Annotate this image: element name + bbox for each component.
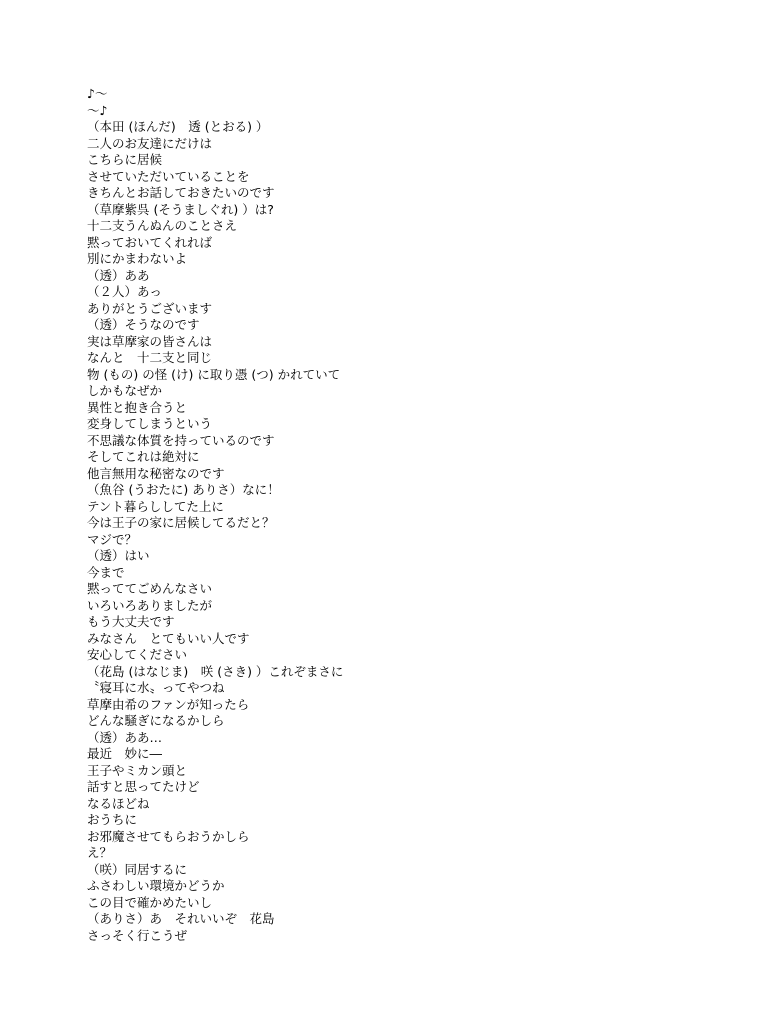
transcript-line: 物 (もの) の怪 (け) に取り憑 (つ) かれていて	[87, 366, 341, 382]
transcript-line: ふさわしい環境かどうか	[87, 878, 225, 893]
transcript-line: 今まで	[87, 564, 125, 580]
transcript-line: さっそく行こうぜ	[87, 927, 188, 943]
transcript-line: （透）はい	[87, 548, 150, 563]
transcript-line: なるほどね	[87, 795, 150, 811]
transcript-line: なんと 十二支と同じ	[87, 350, 213, 365]
transcript-line: 変身してしまうという	[87, 416, 213, 431]
transcript-line: 黙っててごめんなさい	[87, 581, 213, 596]
transcript-line: 今は王子の家に居候してるだと？	[87, 515, 275, 530]
transcript-line: 別にかまわないよ	[87, 251, 188, 266]
transcript-line: お邪魔させてもらおうかしら	[87, 828, 250, 844]
transcript-line: 異性と抱き合うと	[87, 399, 188, 415]
transcript-line: そしてこれは絶対に	[87, 449, 200, 464]
transcript-line: この目で確かめたいし	[87, 894, 213, 910]
transcript-line: （２人）あっ	[87, 284, 162, 299]
transcript-line: 二人のお友達にだけは	[87, 135, 213, 151]
transcript-line: （草摩紫呉 (そうましぐれ) ）は?	[87, 201, 274, 217]
transcript-line: どんな騒ぎになるかしら	[87, 713, 225, 728]
transcript-line: （ありさ）あ それいいぞ 花島	[87, 911, 275, 926]
transcript-line: 最近 妙に―	[87, 746, 163, 761]
transcript-text	[87, 86, 687, 944]
transcript-line: （魚谷 (うおたに) ありさ）なに！	[87, 482, 280, 497]
transcript-line: （本田 (ほんだ) 透 (とおる) ）	[87, 119, 269, 134]
transcript-line: 十二支うんぬんのことさえ	[87, 218, 238, 233]
transcript-line: マジで？	[87, 531, 138, 547]
transcript-line: こちらに居候	[87, 152, 163, 167]
transcript-line: 〝寝耳に水〟ってやつね	[87, 680, 225, 695]
transcript-line: （透）そうなのです	[87, 317, 200, 332]
transcript-line: （透）ああ	[87, 267, 150, 283]
transcript-line: ♪〜	[87, 86, 108, 101]
transcript-line: いろいろありましたが	[87, 597, 213, 613]
transcript-line: 王子やミカン頭と	[87, 762, 188, 778]
transcript-line: 草摩由希のファンが知ったら	[87, 696, 250, 712]
transcript-line: 黙っておいてくれれば	[87, 234, 213, 250]
transcript-line: きちんとお話しておきたいのです	[87, 185, 275, 200]
transcript-line: 実は草摩家の皆さんは	[87, 333, 213, 349]
transcript-line: 話すと思ってたけど	[87, 779, 200, 794]
transcript-line: 安心してください	[87, 647, 188, 662]
transcript-line: ありがとうございます	[87, 300, 213, 316]
transcript-line: （花島 (はなじま) 咲 (さき) ）これぞまさに	[87, 663, 344, 679]
transcript-line: （透）ああ…	[87, 729, 163, 745]
transcript-line: 他言無用な秘密なのです	[87, 465, 225, 481]
transcript-line: （咲）同居するに	[87, 861, 188, 877]
transcript-line: 不思議な体質を持っているのです	[87, 432, 275, 448]
transcript-line: おうちに	[87, 812, 138, 827]
transcript-line: え？	[87, 845, 113, 860]
transcript-line: もう大丈夫です	[87, 614, 175, 629]
transcript-line: しかもなぜか	[87, 383, 163, 398]
transcript-line: みなさん とてもいい人です	[87, 630, 250, 646]
transcript-line: させていただいていることを	[87, 168, 250, 184]
transcript-line: 〜♪	[87, 102, 108, 118]
transcript-line: テント暮らししてた上に	[87, 498, 224, 514]
